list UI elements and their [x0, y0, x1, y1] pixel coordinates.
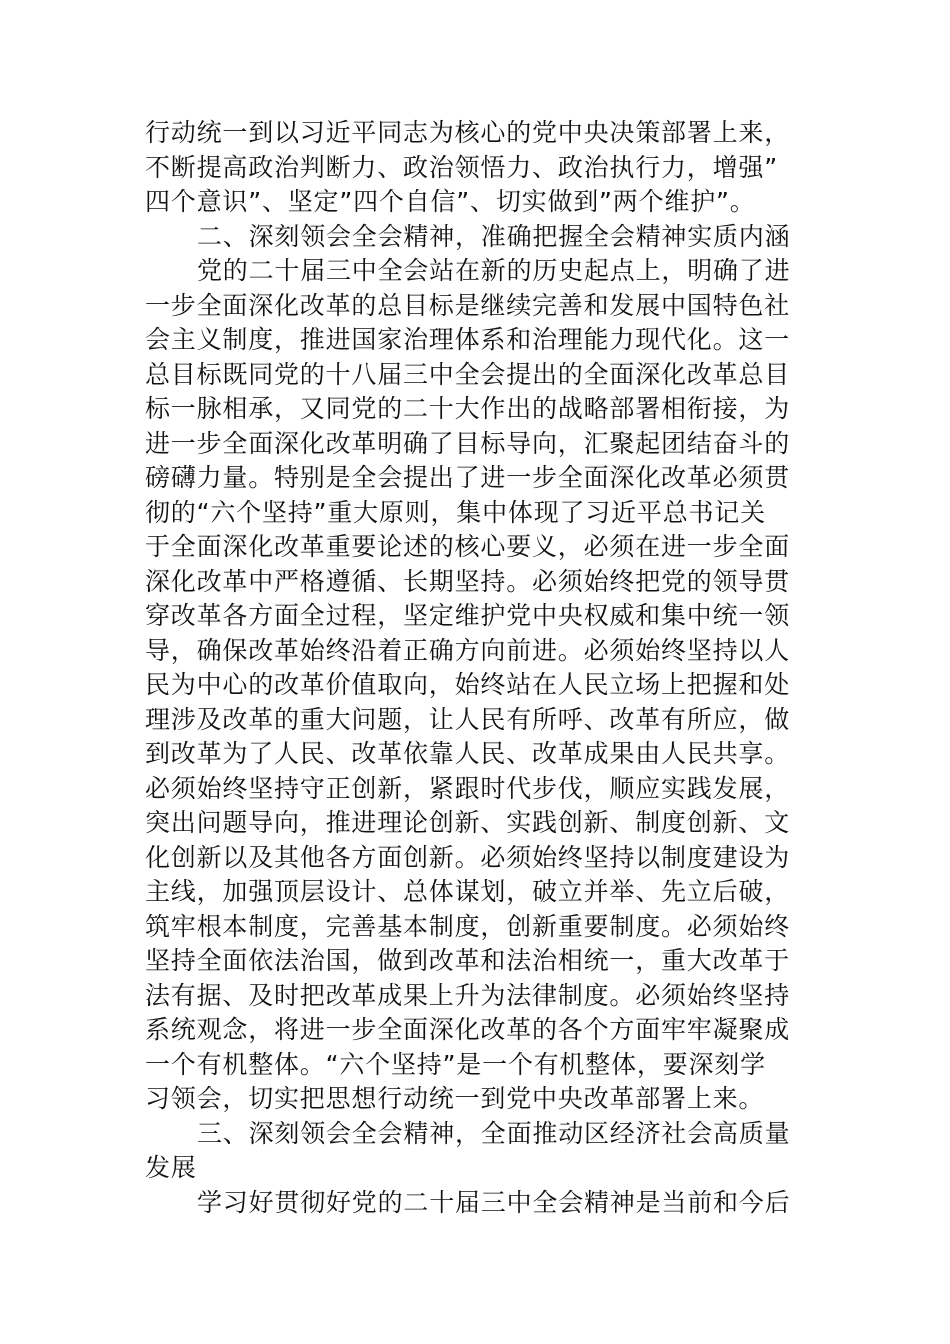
text-line: 化创新以及其他各方面创新。必须始终坚持以制度建设为	[145, 842, 791, 872]
text-line: 民为中心的改革价值取向，始终站在人民立场上把握和处	[145, 670, 791, 699]
text-line: 四个意识”、坚定”四个自信”、切实做到”两个维护”。	[145, 187, 756, 216]
text-line: 法有据、及时把改革成果上升为法律制度。必须始终坚持	[145, 980, 791, 1010]
text-line: 主线，加强顶层设计、总体谋划，破立并举、先立后破，	[145, 877, 791, 906]
document-body	[145, 116, 807, 1220]
text-line: 标一脉相承，又同党的二十大作出的战略部署相衔接，为	[145, 394, 791, 423]
text-line: 系统观念，将进一步全面深化改革的各个方面牢牢凝聚成	[145, 1015, 791, 1044]
text-line: 导，确保改革始终沿着正确方向前进。必须始终坚持以人	[145, 635, 791, 665]
text-line: 穿改革各方面全过程，坚定维护党中央权威和集中统一领	[145, 601, 791, 630]
text-line: 彻的“六个坚持”重大原则，集中体现了习近平总书记关	[145, 497, 766, 527]
text-line: 于全面深化改革重要论述的核心要义，必须在进一步全面	[145, 532, 791, 561]
text-line: 磅礴力量。特别是全会提出了进一步全面深化改革必须贯	[145, 463, 791, 492]
paragraph-first-line: 三、深刻领会全会精神，全面推动区经济社会高质量	[197, 1118, 791, 1148]
text-line: 必须始终坚持守正创新，紧跟时代步伐，顺应实践发展，	[145, 773, 791, 803]
text-line: 会主义制度，推进国家治理体系和治理能力现代化。这一	[145, 325, 791, 354]
text-line: 一步全面深化改革的总目标是继续完善和发展中国特色社	[145, 290, 791, 320]
paragraph-first-line: 党的二十届三中全会站在新的历史起点上，明确了进	[197, 256, 791, 285]
paragraph-first-line: 学习好贯彻好党的二十届三中全会精神是当前和今后	[197, 1187, 791, 1217]
text-line: 深化改革中严格遵循、长期坚持。必须始终把党的领导贯	[145, 566, 791, 596]
text-line: 不断提高政治判断力、政治领悟力、政治执行力，增强”	[145, 152, 778, 182]
paragraph-first-line: 二、深刻领会全会精神，准确把握全会精神实质内涵	[197, 221, 791, 251]
text-line: 筑牢根本制度，完善基本制度，创新重要制度。必须始终	[145, 911, 791, 941]
text-line: 坚持全面依法治国，做到改革和法治相统一，重大改革于	[145, 946, 791, 975]
text-line: 习领会，切实把思想行动统一到党中央改革部署上来。	[145, 1084, 765, 1113]
text-line: 进一步全面深化改革明确了目标导向，汇聚起团结奋斗的	[145, 428, 791, 458]
text-line: 理涉及改革的重大问题，让人民有所呼、改革有所应，做	[145, 704, 791, 734]
text-line: 总目标既同党的十八届三中全会提出的全面深化改革总目	[145, 359, 791, 389]
text-line: 突出问题导向，推进理论创新、实践创新、制度创新、文	[145, 808, 791, 837]
text-line: 发展	[145, 1153, 197, 1182]
text-line: 一个有机整体。“六个坚持”是一个有机整体，要深刻学	[145, 1049, 766, 1079]
text-line: 到改革为了人民、改革依靠人民、改革成果由人民共享。	[145, 739, 791, 768]
text-line: 行动统一到以习近平同志为核心的党中央决策部署上来，	[145, 118, 791, 147]
